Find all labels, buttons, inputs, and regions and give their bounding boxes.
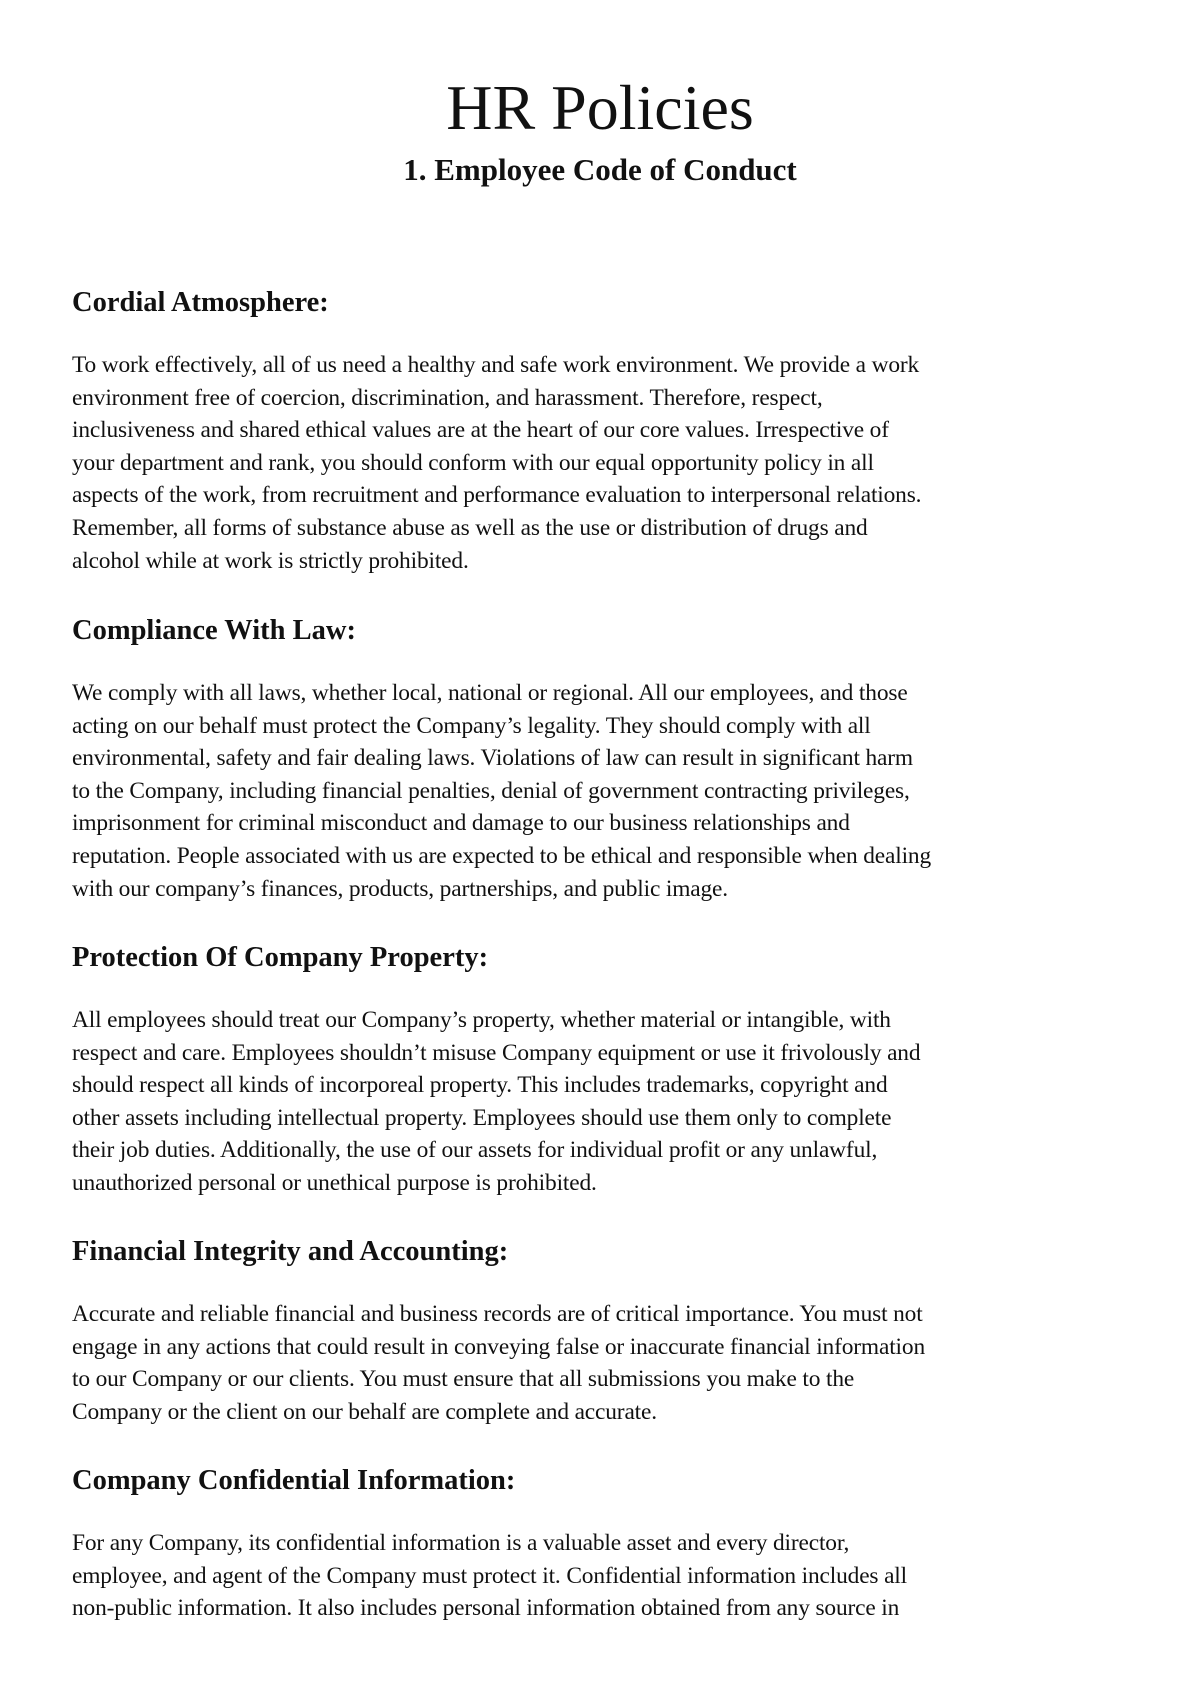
section-confidential-information [72,1461,1142,1625]
section-body [72,1298,1142,1428]
body-line: with our company’s finances, products, partnerships, and public image. [72,875,728,902]
body-line: to the Company, including financial penalties, denial of government contracting privileges, [72,777,910,804]
section-body [72,677,1142,905]
body-line: engage in any actions that could result in conveying false or inaccurate financial information [72,1333,925,1360]
body-line: To work effectively, all of us need a healthy and safe work environment. We provide a work [72,352,920,378]
section-heading: Protection Of Company Property: [72,942,489,973]
body-line: unauthorized personal or unethical purpose is prohibited. [72,1169,597,1196]
body-line: non-public information. It also includes personal information obtained from any source in [72,1595,900,1622]
body-line: respect and care. Employees shouldn’t misuse Company equipment or use it frivolously and [72,1039,921,1066]
page-title: HR Policies [446,72,754,143]
body-line: other assets including intellectual property. Employees should use them only to complete [72,1104,892,1131]
body-line: Company or the client on our behalf are complete and accurate. [72,1398,657,1425]
body-line: alcohol while at work is strictly prohibited. [72,547,469,574]
body-line: inclusiveness and shared ethical values are at the heart of our core values. Irrespective of [72,417,889,444]
section-heading: Company Confidential Information: [72,1465,516,1496]
body-line: All employees should treat our Company’s property, whether material or intangible, with [72,1007,891,1033]
section-protection-of-company-property [72,938,1142,1200]
body-line: should respect all kinds of incorporeal property. This includes trademarks, copyright and [72,1072,888,1099]
section-heading: Financial Integrity and Accounting: [72,1236,509,1267]
body-line: environmental, safety and fair dealing laws. Violations of law can result in significant harm [72,745,913,772]
body-line: reputation. People associated with us are expected to be ethical and responsible when dealing [72,842,932,869]
section-cordial-atmosphere [72,283,1142,577]
section-heading: Compliance With Law: [72,615,356,646]
section-body [72,1004,1142,1200]
body-line: We comply with all laws, whether local, national or regional. All our employees, and those [72,680,908,706]
body-line: their job duties. Additionally, the use of our assets for individual profit or any unlawful, [72,1137,878,1164]
section-financial-integrity [72,1232,1142,1428]
body-line: Accurate and reliable financial and business records are of critical importance. You must not [72,1301,923,1327]
body-line: For any Company, its confidential information is a valuable asset and every director, [72,1530,850,1556]
body-line: employee, and agent of the Company must protect it. Confidential information includes all [72,1562,908,1589]
body-line: aspects of the work, from recruitment and performance evaluation to interpersonal relations. [72,482,922,509]
body-line: imprisonment for criminal misconduct and damage to our business relationships and [72,810,850,837]
body-line: to our Company or our clients. You must ensure that all submissions you make to the [72,1366,855,1393]
body-line: environment free of coercion, discrimination, and harassment. Therefore, respect, [72,384,823,411]
page-subtitle: 1. Employee Code of Conduct [403,152,797,187]
body-line: your department and rank, you should conform with our equal opportunity policy in all [72,449,874,476]
body-line: Remember, all forms of substance abuse as well as the use or distribution of drugs and [72,514,868,541]
section-heading: Cordial Atmosphere: [72,287,329,318]
section-compliance-with-law [72,611,1142,905]
section-body [72,349,1142,577]
body-line: acting on our behalf must protect the Company’s legality. They should comply with all [72,712,871,739]
section-body [72,1527,1142,1625]
